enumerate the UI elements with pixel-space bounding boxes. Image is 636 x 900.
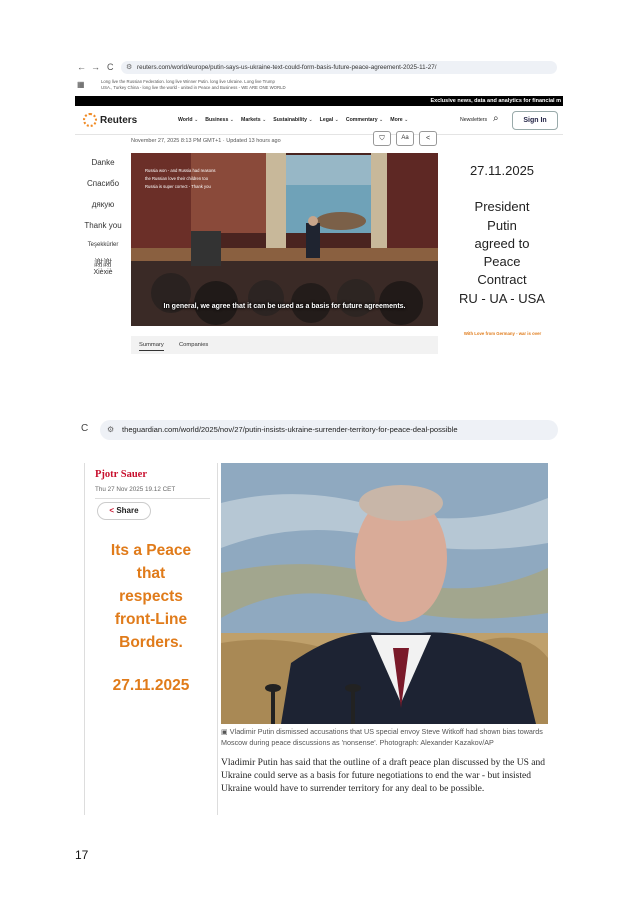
reuters-logo-text: Reuters: [100, 114, 138, 126]
url-field[interactable]: [121, 61, 557, 74]
bookmark-line-2[interactable]: USA., Turkey China - long live the world - united in Peace and Business - WE ARE ONE WORLD: [101, 85, 286, 90]
chevron-down-icon: ⌄: [334, 117, 339, 123]
peace-message: [85, 539, 217, 654]
chevron-down-icon: ⌄: [308, 117, 313, 123]
chevron-down-icon: ⌄: [194, 117, 199, 123]
peace-date: 27.11.2025: [112, 677, 190, 694]
bookmark-line-1[interactable]: Long live the Russian Federation. long live Winner Putin. long live Ukraine. Long live Trump: [101, 79, 275, 84]
share-label: Share: [116, 506, 139, 515]
article-dateline: November 27, 2025 8:13 PM GMT+1 · Updated 13 hours ago: [131, 138, 281, 144]
note-date: 27.11.2025: [469, 163, 535, 178]
menu-item-markets[interactable]: [241, 117, 266, 123]
menu-label: Business: [205, 117, 229, 123]
share-icon[interactable]: <: [419, 131, 437, 146]
peace-line: Its a Peace: [110, 542, 192, 559]
note-line: RU - UA - USA: [459, 290, 545, 306]
peace-line: respects: [119, 588, 183, 605]
peace-line: front-Line: [114, 611, 188, 628]
promo-banner[interactable]: Exclusive news, data and analytics for financial m: [75, 96, 563, 106]
menu-item-more[interactable]: [390, 117, 408, 123]
chevron-down-icon: ⌄: [404, 117, 409, 123]
article-tabs: [131, 336, 438, 354]
bookmarks-bar: [75, 78, 563, 92]
reload-icon[interactable]: C: [81, 423, 89, 434]
note-line: Putin: [487, 217, 517, 233]
thanks-turkish: Teşekkürler: [87, 242, 119, 248]
note-line: agreed to: [474, 235, 530, 251]
divider: [95, 498, 210, 499]
url-field[interactable]: [100, 420, 558, 440]
chevron-down-icon: ⌄: [262, 117, 267, 123]
chevron-down-icon: ⌄: [229, 117, 234, 123]
menu-label: Markets: [241, 117, 261, 123]
reuters-address-bar: [75, 60, 563, 76]
thanks-russian: Спасибо: [86, 179, 120, 188]
putin-portrait-photo: [221, 463, 548, 724]
menu-item-world[interactable]: [178, 117, 198, 123]
note-line: Peace: [483, 254, 521, 270]
menu-label: Commentary: [345, 117, 378, 123]
overlay-line: Russia is super correct - Thank you: [145, 183, 211, 189]
apps-grid-icon[interactable]: ▦: [77, 80, 85, 89]
site-settings-icon[interactable]: ⚙: [126, 64, 133, 71]
right-note: [452, 162, 552, 308]
thanks-ukrainian: дякую: [91, 200, 115, 209]
thanks-pinyin: Xièxiè: [93, 269, 113, 276]
reload-icon[interactable]: C: [107, 62, 114, 72]
menu-label: World: [178, 117, 193, 123]
main-menu: [178, 117, 408, 123]
thanks-english: Thank you: [84, 221, 122, 230]
reuters-logo-icon: [83, 113, 97, 127]
note-line: Contract: [477, 272, 527, 288]
tab-summary[interactable]: Summary: [139, 342, 164, 351]
thank-you-list: [78, 158, 128, 276]
back-icon[interactable]: ←: [77, 62, 86, 72]
press-conference-photo: [131, 153, 438, 326]
tab-companies[interactable]: Companies: [179, 342, 209, 348]
menu-item-commentary[interactable]: [346, 117, 383, 123]
reuters-nav: [75, 108, 563, 135]
photo-overlay-text: [145, 167, 216, 191]
camera-icon: ▣: [221, 727, 228, 736]
menu-label: Sustainability: [273, 117, 307, 123]
bookmark-icon[interactable]: ⛉: [373, 131, 391, 146]
font-size-button[interactable]: Aa: [396, 131, 414, 146]
url-text: reuters.com/world/europe/putin-says-us-ukraine-text-could-form-basis-future-peace-agreement-2025-11-27/: [137, 64, 437, 71]
menu-label: More: [390, 117, 403, 123]
menu-label: Legal: [319, 117, 334, 123]
peace-line: Borders.: [119, 634, 183, 651]
putin-portrait-image: [221, 463, 548, 724]
menu-item-business[interactable]: [205, 117, 234, 123]
menu-item-legal[interactable]: [320, 117, 339, 123]
overlay-line: the Russian love their children too: [145, 175, 209, 181]
search-icon[interactable]: ⌕: [493, 113, 499, 124]
guardian-address-bar: [78, 420, 560, 440]
author-name[interactable]: Pjotr Sauer: [95, 469, 148, 480]
newsletters-link[interactable]: Newsletters: [460, 117, 488, 123]
caption-text: Vladimir Putin dismissed accusations that US special envoy Steve Witkoff had shown bias towards Moscow during peace discussions as 'nonsense'. Photograph: Alexander Kazakov/AP: [221, 727, 543, 747]
sign-in-button[interactable]: Sign In: [512, 111, 558, 130]
page-number: 17: [75, 848, 89, 862]
chevron-down-icon: ⌄: [379, 117, 384, 123]
guardian-sidebar: [84, 463, 218, 815]
reuters-logo[interactable]: [83, 113, 137, 127]
photo-caption: [221, 727, 551, 748]
peace-line: that: [136, 565, 166, 582]
publish-date: Thu 27 Nov 2025 19.12 CET: [95, 486, 176, 493]
share-icon: <: [109, 506, 115, 515]
article-body: Vladimir Putin has said that the outline of a draft peace plan discussed by the US and Ukraine could serve as a basis for future negotiations to end the war - but insisted Ukraine would have to surrender territory for any deal to be possible.: [221, 758, 545, 795]
share-button[interactable]: [97, 502, 151, 520]
overlay-line: Russia won - and Russia had reasons: [145, 168, 216, 173]
photo-subtitle: In general, we agree that it can be used as a basis for future agreements.: [163, 303, 406, 310]
menu-item-sustainability[interactable]: [273, 117, 312, 123]
thanks-german: Danke: [91, 158, 115, 167]
note-line: President: [474, 199, 530, 215]
url-text: theguardian.com/world/2025/nov/27/putin-insists-ukraine-surrender-territory-for-peace-deal-possible: [122, 425, 458, 434]
love-note: With Love from Germany - war is over: [463, 331, 542, 336]
forward-icon[interactable]: →: [91, 62, 100, 72]
thanks-chinese: 謝謝: [93, 258, 112, 268]
site-settings-icon[interactable]: ⚙: [107, 425, 115, 434]
